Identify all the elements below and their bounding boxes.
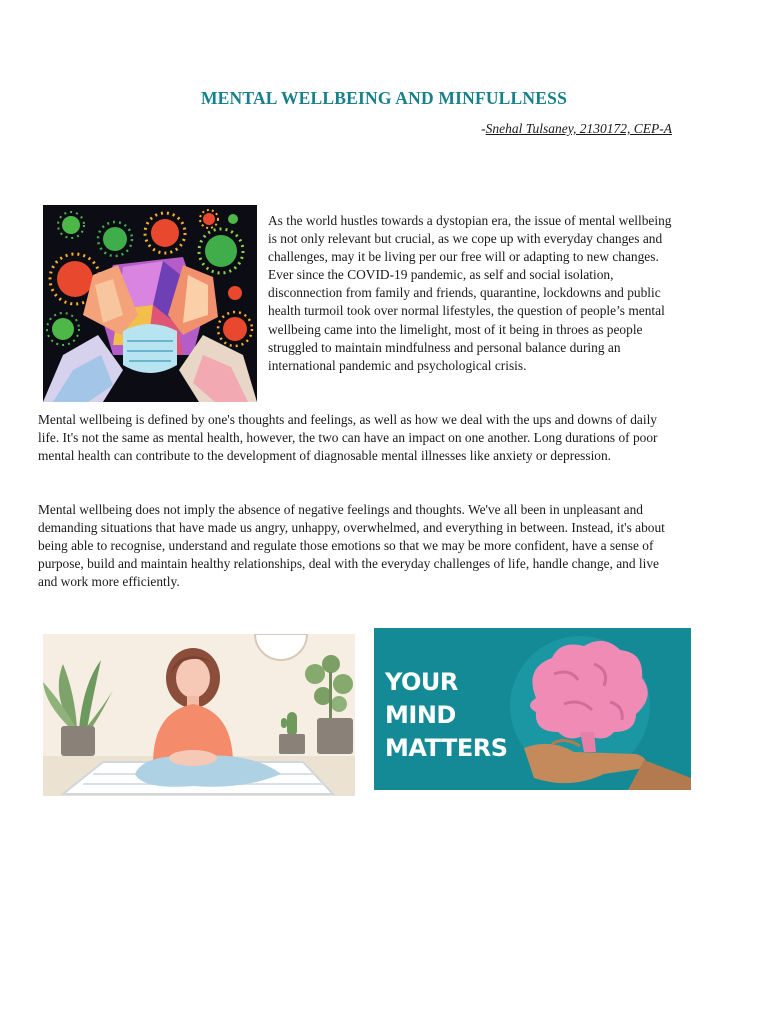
explanation-paragraph: Mental wellbeing does not imply the absence of negative feelings and thoughts. We've all been in unpleasant and demanding situations that have made us angry, unhappy, overwhelmed, and everything in between. Instead, it's about being able to recognise, understand and regulate those emotions so that we may be more confident, have a sense of purpose, build and maintain healthy relationships, deal with the everyday challenges of life, handle change, and live and work more efficiently. xyxy=(38,502,665,590)
author-line xyxy=(481,121,672,137)
meditation-artwork xyxy=(43,634,355,796)
definition-paragraph: Mental wellbeing is defined by one's thoughts and feelings, as well as how we deal with the ups and downs of daily life. It's not the same as mental health, however, the two can have an impact on one another. Long durations of poor mental health can contribute to the development of diagnosable mental illnesses like anxiety or depression. xyxy=(38,412,658,464)
author-prefix: - xyxy=(481,121,486,136)
mind-poster-line: YOUR xyxy=(385,668,458,696)
your-mind-matters-poster xyxy=(374,628,691,790)
intro-paragraph: As the world hustles towards a dystopian era, the issue of mental wellbeing is not only relevant but crucial, as we cope up with everyday changes and challenges, may it be living per our free will or adapting to new changes. Ever since the COVID-19 pandemic, as self and social isolation, disconnection from family and friends, quarantine, lockdowns and public health turmoil took over normal lifestyles, the question of people’s mental wellbeing came into the limelight, most of it being in throes as people struggled to maintain mindfulness and personal balance during an international pandemic and psychological crisis. xyxy=(268,213,672,373)
mind-poster-line: MATTERS xyxy=(385,734,508,762)
covid-stress-illustration xyxy=(43,205,257,402)
meditation-illustration xyxy=(43,634,355,796)
mind-poster-text xyxy=(385,666,508,765)
document-title: MENTAL WELLBEING AND MINFULLNESS xyxy=(200,88,568,108)
mind-poster-line: MIND xyxy=(385,701,456,729)
covid-stress-artwork xyxy=(43,205,257,402)
author-name: Snehal Tulsaney, 2130172, CEP-A xyxy=(485,121,672,136)
virus-particle-icon xyxy=(228,286,242,300)
virus-particle-icon xyxy=(228,214,238,224)
